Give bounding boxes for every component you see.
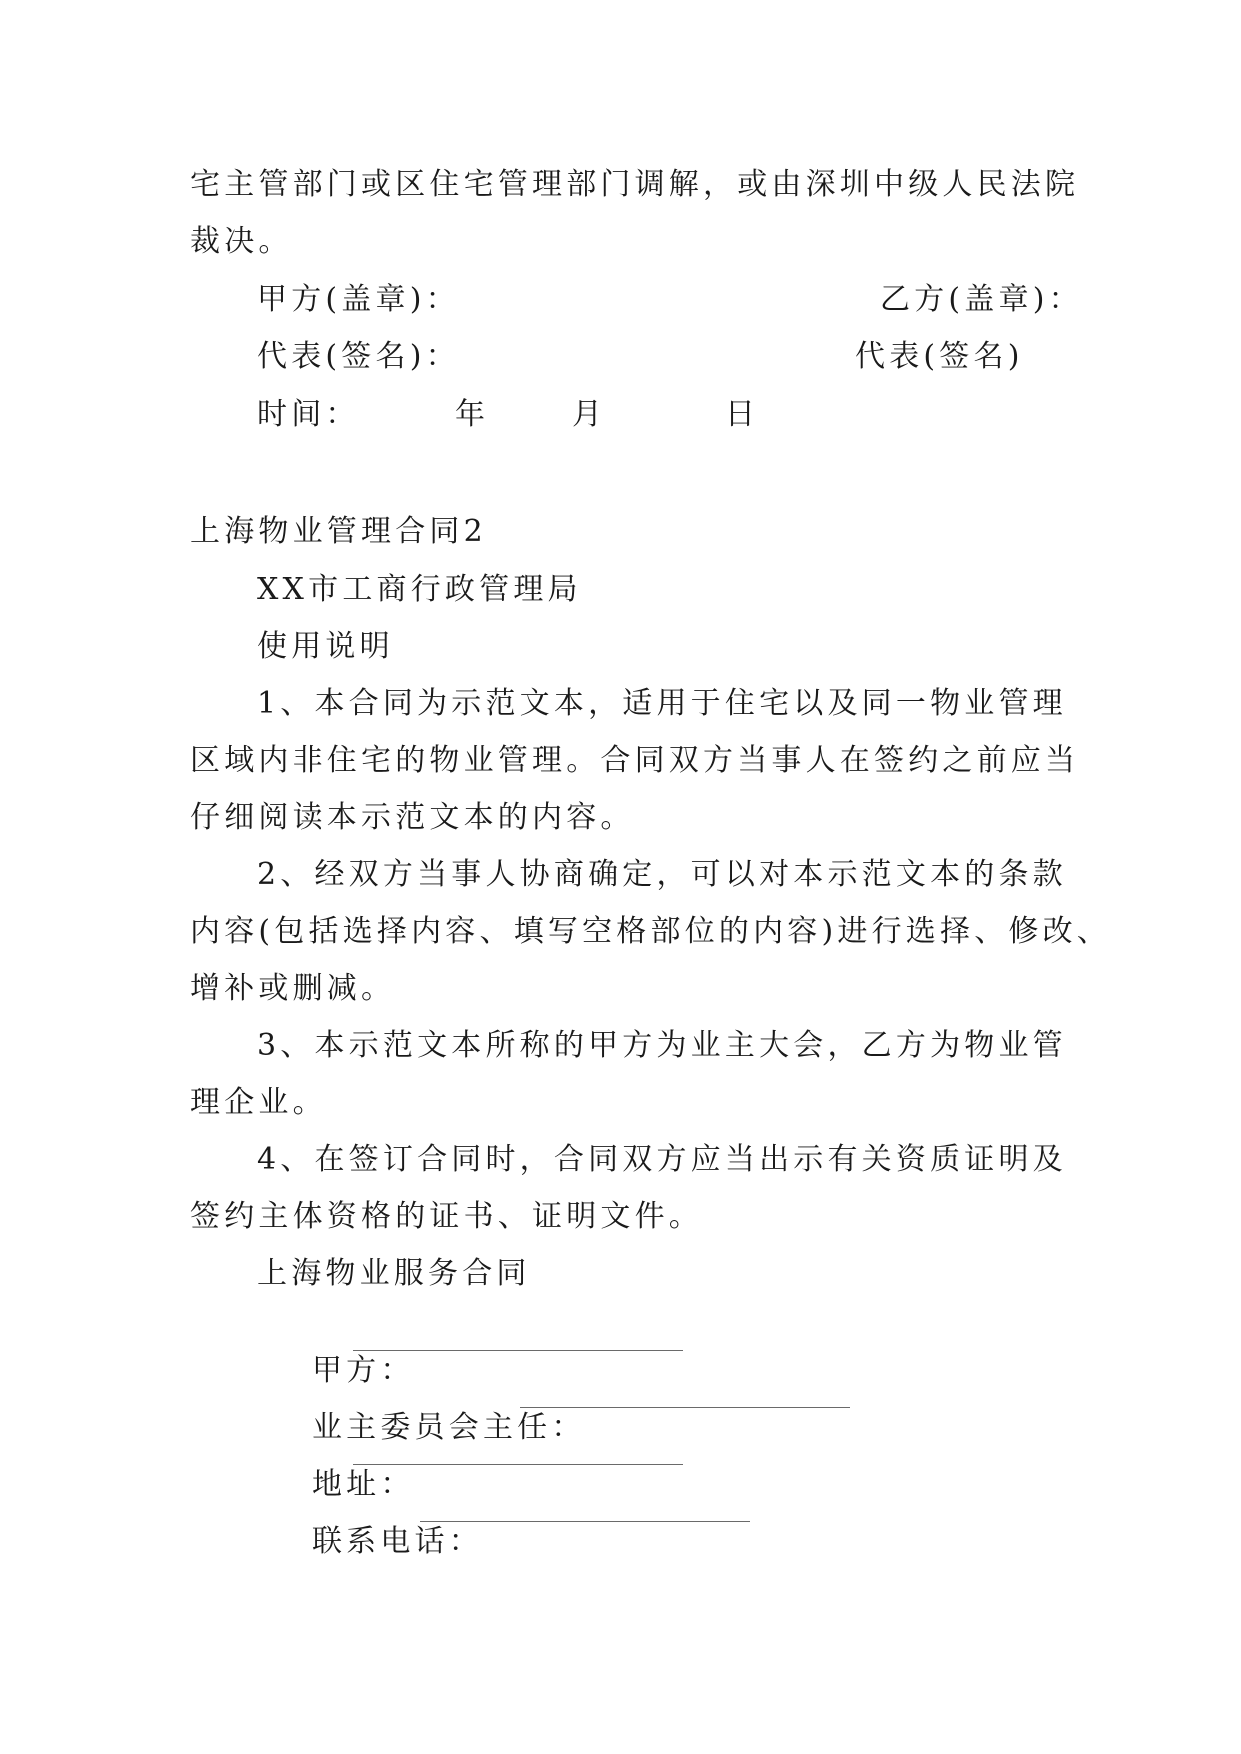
paragraph-line: 增补或删减。 bbox=[190, 971, 396, 1006]
party-a-blank[interactable] bbox=[353, 1350, 683, 1351]
party-b-seal-label: 乙方(盖章)： bbox=[880, 282, 1083, 317]
paragraph-line: 1、本合同为示范文本，适用于住宅以及同一物业管理 bbox=[257, 686, 1067, 721]
phone-field bbox=[257, 1482, 483, 1559]
paragraph-line: 裁决。 bbox=[190, 224, 293, 259]
party-a-seal-label: 甲方(盖章)： bbox=[257, 282, 460, 317]
address-field bbox=[257, 1425, 415, 1502]
day-label: 日 bbox=[725, 397, 760, 432]
instructions-heading: 使用说明 bbox=[257, 629, 394, 664]
phone-blank[interactable] bbox=[420, 1521, 750, 1522]
paragraph-line: 3、本示范文本所称的甲方为业主大会，乙方为物业管 bbox=[257, 1028, 1067, 1063]
phone-label: 联系电话： bbox=[311, 1524, 483, 1559]
committee-director-blank[interactable] bbox=[520, 1407, 850, 1408]
paragraph-line: 区域内非住宅的物业管理。合同双方当事人在签约之前应当 bbox=[190, 743, 1080, 778]
paragraph-line: 宅主管部门或区住宅管理部门调解，或由深圳中级人民法院 bbox=[190, 167, 1080, 202]
paragraph-line: 仔细阅读本示范文本的内容。 bbox=[190, 800, 635, 835]
committee-director-field bbox=[257, 1368, 586, 1445]
issuer: XX市工商行政管理局 bbox=[257, 572, 582, 607]
address-blank[interactable] bbox=[353, 1464, 683, 1465]
address-label: 地址： bbox=[311, 1467, 415, 1502]
party-a-field bbox=[257, 1311, 415, 1388]
year-label: 年 bbox=[455, 397, 490, 432]
committee-director-label: 业主委员会主任： bbox=[311, 1410, 586, 1445]
paragraph-line: 理企业。 bbox=[190, 1085, 327, 1120]
party-a-label: 甲方： bbox=[311, 1353, 415, 1388]
month-label: 月 bbox=[572, 397, 607, 432]
paragraph-line: 4、在签订合同时，合同双方应当出示有关资质证明及 bbox=[257, 1142, 1067, 1177]
section-title: 上海物业管理合同2 bbox=[190, 514, 487, 549]
paragraph-line: 内容(包括选择内容、填写空格部位的内容)进行选择、修改、 bbox=[190, 914, 1112, 949]
paragraph-line: 2、经双方当事人协商确定，可以对本示范文本的条款 bbox=[257, 857, 1067, 892]
paragraph-line: 签约主体资格的证书、证明文件。 bbox=[190, 1199, 703, 1234]
contract-title: 上海物业服务合同 bbox=[257, 1256, 531, 1291]
party-b-rep-label: 代表(签名) bbox=[855, 339, 1024, 374]
time-label: 时间： bbox=[257, 397, 360, 432]
party-a-rep-label: 代表(签名)： bbox=[257, 339, 460, 374]
